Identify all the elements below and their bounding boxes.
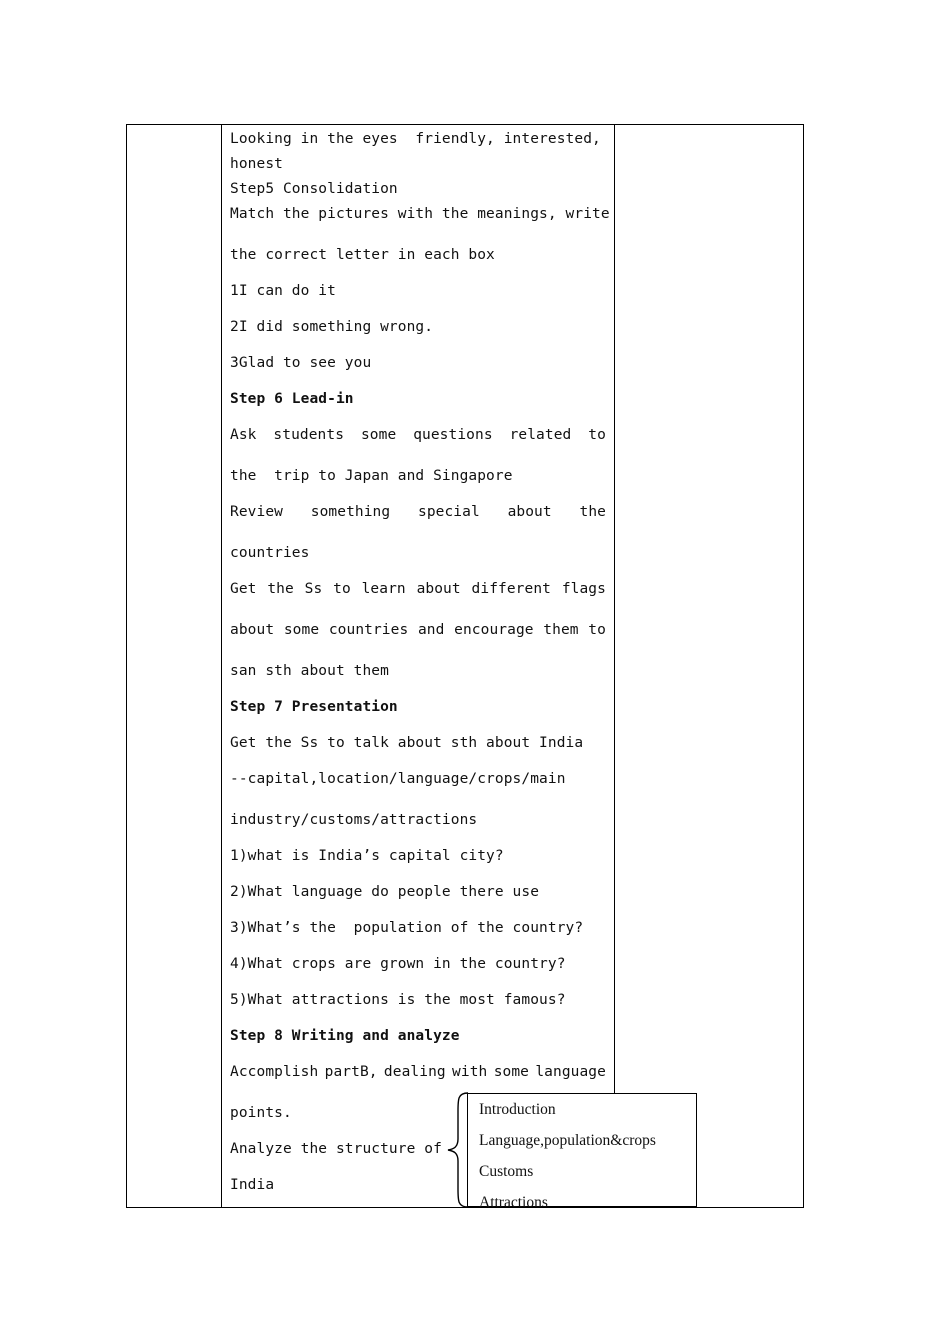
word: some bbox=[283, 622, 320, 638]
word: the bbox=[579, 504, 606, 520]
question-line: 4)What crops are grown in the country? bbox=[230, 956, 566, 972]
word: Ask bbox=[230, 427, 257, 443]
word: the bbox=[267, 581, 294, 597]
step-heading: Step 7 Presentation bbox=[230, 699, 398, 715]
justified-line bbox=[230, 503, 606, 521]
word: students bbox=[273, 427, 345, 443]
word: different bbox=[471, 581, 551, 597]
word: Ss bbox=[304, 581, 323, 597]
word: Review bbox=[230, 504, 283, 520]
text-line: Step5 Consolidation bbox=[230, 181, 398, 197]
word: about bbox=[416, 581, 461, 597]
column-divider-right bbox=[614, 125, 615, 1207]
text-line: industry/customs/attractions bbox=[230, 812, 478, 828]
word: to bbox=[333, 581, 351, 597]
structure-item: Language,population&crops bbox=[479, 1132, 656, 1149]
word: related bbox=[509, 427, 572, 443]
word: something bbox=[310, 504, 391, 520]
word: learn bbox=[361, 581, 406, 597]
step-heading: Step 8 Writing and analyze bbox=[230, 1028, 460, 1044]
question-line: 1)what is India’s capital city? bbox=[230, 848, 504, 864]
structure-item: Introduction bbox=[479, 1101, 556, 1118]
text-line: countries bbox=[230, 545, 310, 561]
structure-box bbox=[467, 1093, 697, 1211]
text-line: Match the pictures with the meanings, write bbox=[230, 206, 610, 222]
word: them bbox=[543, 622, 579, 638]
text-line: 1I can do it bbox=[230, 283, 336, 299]
question-line: 3)What’s the population of the country? bbox=[230, 920, 584, 936]
text-line: points. bbox=[230, 1105, 292, 1121]
word: encourage bbox=[454, 622, 534, 638]
word: countries bbox=[328, 622, 409, 638]
question-line: 5)What attractions is the most famous? bbox=[230, 992, 566, 1008]
text-line: the correct letter in each box bbox=[230, 247, 495, 263]
word: dealing bbox=[383, 1064, 446, 1080]
justified-line bbox=[230, 621, 606, 639]
text-line: the trip to Japan and Singapore bbox=[230, 468, 513, 484]
word: language bbox=[535, 1064, 606, 1080]
question-line: 2)What language do people there use bbox=[230, 884, 540, 900]
text-line: Analyze the structure of bbox=[230, 1141, 442, 1157]
text-line: Get the Ss to talk about sth about India bbox=[230, 735, 584, 751]
word: to bbox=[588, 427, 606, 443]
word: questions bbox=[413, 427, 493, 443]
column-divider-left bbox=[221, 125, 222, 1207]
justified-line bbox=[230, 1063, 606, 1081]
step-heading: Step 6 Lead-in bbox=[230, 391, 354, 407]
word: some bbox=[360, 427, 397, 443]
text-line: Looking in the eyes friendly, interested, bbox=[230, 131, 601, 147]
word: about bbox=[507, 504, 552, 520]
text-line: --capital,location/language/crops/main bbox=[230, 771, 566, 787]
justified-line bbox=[230, 426, 606, 444]
lesson-plan-table bbox=[126, 124, 804, 1211]
word: Accomplish bbox=[230, 1064, 319, 1080]
word: flags bbox=[561, 581, 606, 597]
word: special bbox=[417, 504, 480, 520]
procedure-column bbox=[230, 125, 656, 1211]
text-line: 2I did something wrong. bbox=[230, 319, 434, 335]
word: partB, bbox=[324, 1064, 378, 1080]
word: with bbox=[452, 1064, 488, 1080]
text-line: India bbox=[230, 1177, 275, 1193]
text-line: honest bbox=[230, 156, 283, 172]
structure-item: Customs bbox=[479, 1163, 534, 1180]
word: to bbox=[588, 622, 606, 638]
justified-line bbox=[230, 580, 606, 598]
structure-item: Attractions bbox=[479, 1194, 548, 1211]
word: some bbox=[493, 1064, 530, 1080]
word: Get bbox=[230, 581, 257, 597]
word: and bbox=[417, 622, 445, 638]
word: about bbox=[230, 622, 275, 638]
text-line: san sth about them bbox=[230, 663, 389, 679]
text-line: 3Glad to see you bbox=[230, 355, 372, 371]
